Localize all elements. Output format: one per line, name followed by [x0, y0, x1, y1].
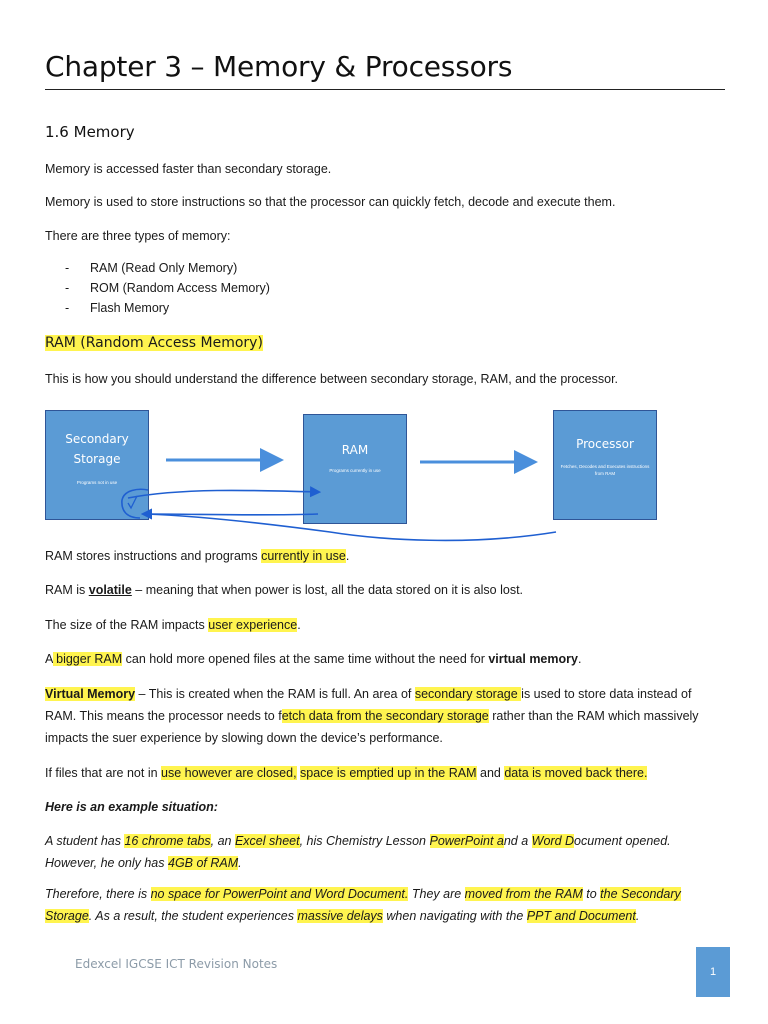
- paragraph-memory-speed: Memory is accessed faster than secondary storage.: [45, 162, 332, 176]
- highlight-fetch-data: etch data from the secondary storage: [281, 709, 489, 723]
- paragraph-diagram-intro: This is how you should understand the difference between secondary storage, RAM, and the processor.: [45, 372, 619, 386]
- paragraph-example-1: A student has 16 chrome tabs, an Excel sheet, his Chemistry Lesson PowerPoint and a Word Document opened. However, he only has 4GB of RAM.: [45, 834, 671, 870]
- page-number: 1: [709, 966, 717, 978]
- paragraph-virtual-memory: Virtual Memory – This is created when the RAM is full. An area of secondary storage is used to store data instead of RAM. This means the processor needs to fetch data from the secondary storage rather than the RAM which massively impacts the suer experience by slowing down the device’s performance.: [45, 687, 699, 745]
- ram-heading-text: RAM (Random Access Memory): [45, 335, 263, 351]
- highlight-secondary-storage: secondary storage: [414, 687, 522, 701]
- term-virtual-memory-heading: Virtual Memory: [45, 687, 136, 701]
- list-item: - RAM (Read Only Memory): [65, 258, 270, 278]
- list-item: - ROM (Random Access Memory): [65, 278, 270, 298]
- secondary-storage-caption: Programs not in use: [76, 480, 118, 485]
- highlight-secondary-storage-2: the Secondary Storage: [45, 887, 681, 923]
- highlight-currently-in-use: currently in use: [261, 549, 346, 563]
- secondary-storage-box: [45, 410, 149, 520]
- footer-text: Edexcel IGCSE ICT Revision Notes: [75, 957, 278, 971]
- ram-box-caption: Programs currently in use: [329, 468, 381, 473]
- paragraph-bigger-ram: A bigger RAM can hold more opened files at the same time without the need for virtual memory.: [45, 652, 582, 666]
- secondary-storage-title: Secondary Storage: [65, 432, 129, 466]
- processor-box-title: Processor: [576, 437, 634, 451]
- ram-box-title: RAM: [341, 443, 369, 457]
- section-heading: 1.6 Memory: [45, 123, 135, 141]
- page-number-box: [696, 947, 730, 997]
- highlight-massive-delays: massive delays: [297, 909, 383, 923]
- ram-box: [303, 414, 407, 524]
- term-virtual-memory: virtual memory: [488, 652, 578, 666]
- processor-box-caption: Fetches, Decodes and Executes instructions from RAM: [560, 464, 650, 476]
- memory-types-list: [65, 258, 270, 318]
- paragraph-ram-size: The size of the RAM impacts user experience.: [45, 618, 301, 632]
- highlight-chrome-tabs: 16 chrome tabs: [124, 834, 211, 848]
- title-rule: [45, 89, 725, 90]
- highlight-space-emptied: space is emptied up in the RAM: [300, 766, 477, 780]
- example-heading: Here is an example situation:: [45, 800, 218, 814]
- highlight-word: Word D: [531, 834, 575, 848]
- handdrawn-arrow-back-to-ram: [128, 490, 318, 498]
- paragraph-files-closed: If files that are not in use however are closed, space is emptied up in the RAM and data is moved back there.: [45, 766, 648, 780]
- highlight-data-moved-back: data is moved back there.: [504, 766, 648, 780]
- highlight-bigger-ram: bigger RAM: [52, 652, 123, 666]
- processor-box: [553, 410, 657, 520]
- highlight-use-however-closed: use however are closed,: [161, 766, 297, 780]
- highlight-user-experience: user experience: [208, 618, 298, 632]
- term-volatile: volatile: [88, 583, 132, 597]
- page-title: Chapter 3 – Memory & Processors: [45, 50, 513, 83]
- highlight-excel-sheet: Excel sheet: [234, 834, 300, 848]
- ram-heading: [45, 332, 725, 354]
- highlight-4gb-ram: 4GB of RAM: [168, 856, 239, 870]
- highlight-no-space: no space for PowerPoint and Word Document.: [150, 887, 409, 901]
- paragraph-ram-volatile: RAM is volatile – meaning that when power is lost, all the data stored on it is also lost.: [45, 583, 524, 597]
- handdrawn-arrow-back-to-storage: [144, 514, 318, 515]
- paragraph-ram-stores: RAM stores instructions and programs currently in use.: [45, 549, 350, 563]
- highlight-moved-from-ram: moved from the RAM: [464, 887, 583, 901]
- highlight-ppt-document: PPT and Document: [526, 909, 636, 923]
- list-item: - Flash Memory: [65, 298, 270, 318]
- paragraph-memory-use: Memory is used to store instructions so that the processor can quickly fetch, decode and execute them.: [45, 195, 616, 209]
- paragraph-types-intro: There are three types of memory:: [45, 229, 231, 243]
- paragraph-example-2: Therefore, there is no space for PowerPoint and Word Document. They are moved from the RAM to the Secondary Storage. As a result, the student experiences massive delays when navigating with the PPT and Document.: [45, 887, 681, 923]
- highlight-powerpoint: PowerPoint a: [429, 834, 504, 848]
